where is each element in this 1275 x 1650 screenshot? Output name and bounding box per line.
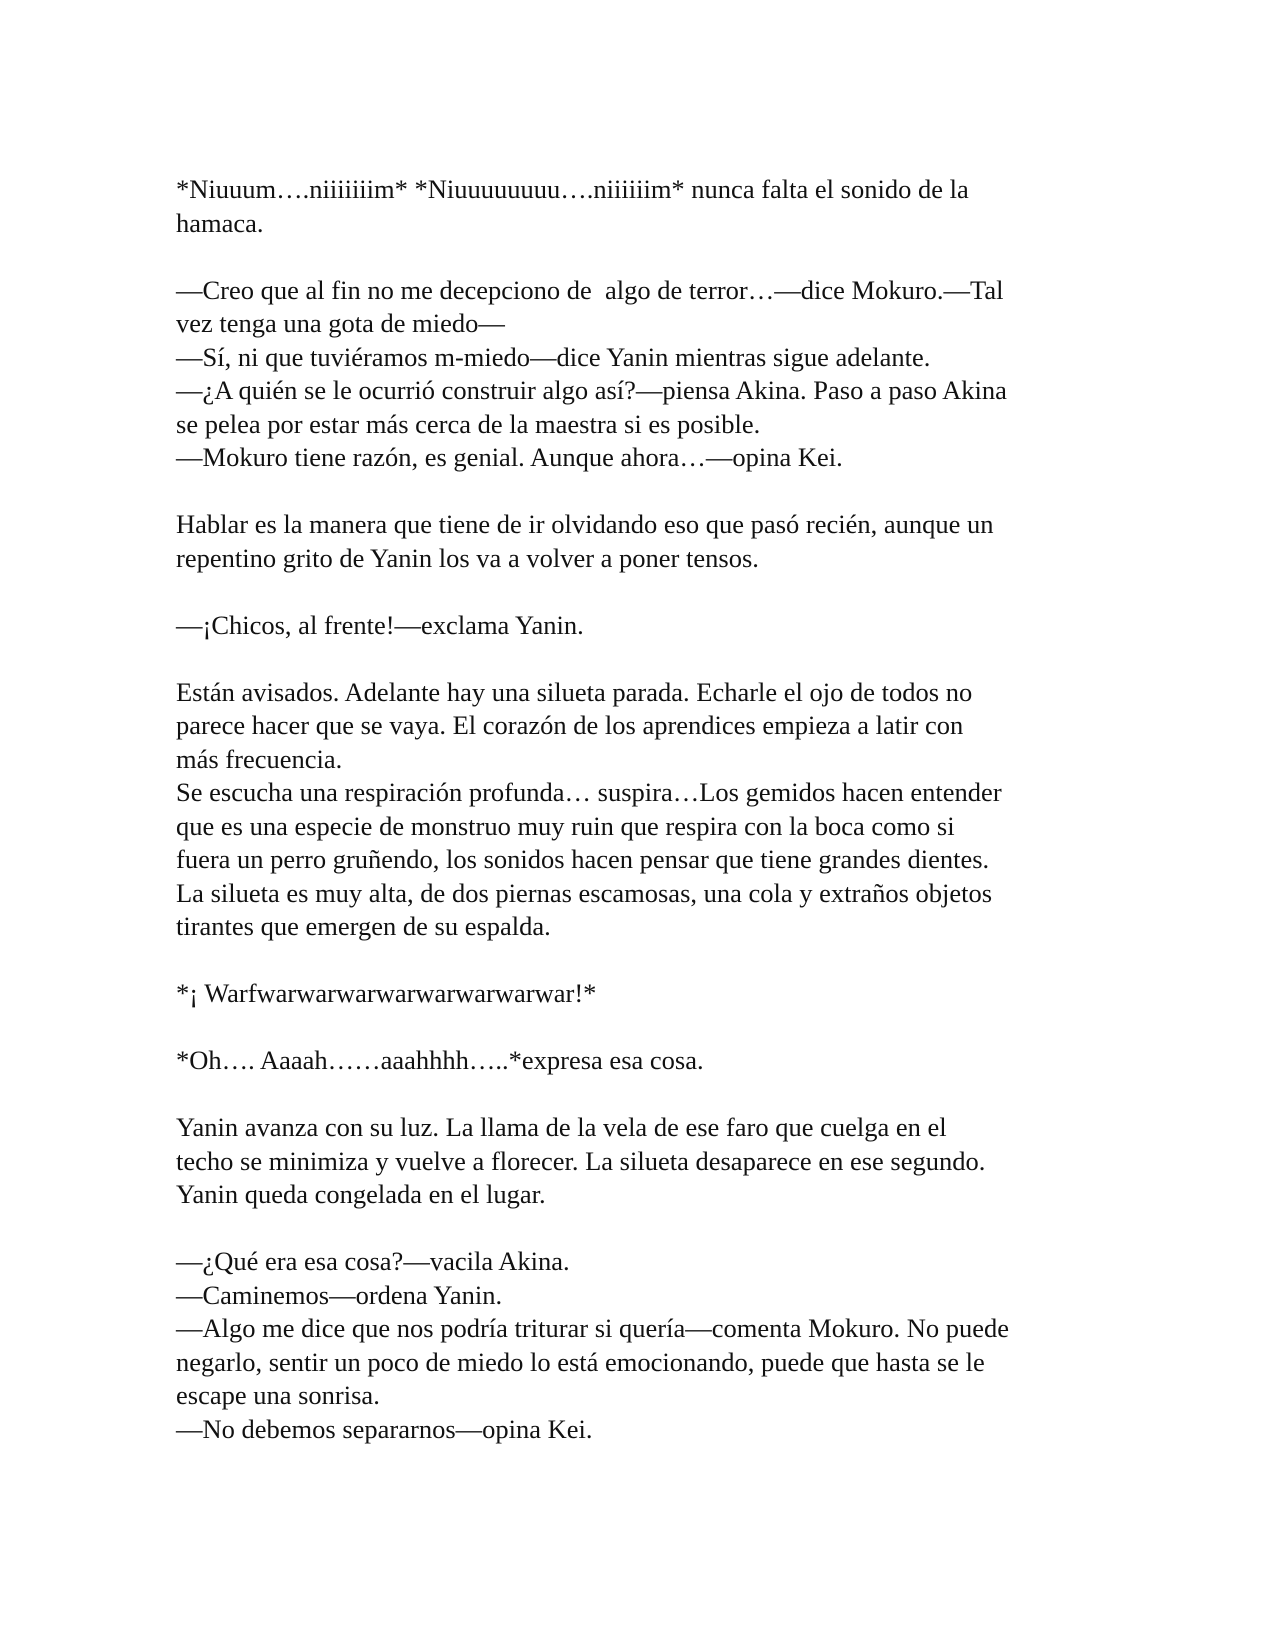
- text-line: —Caminemos—ordena Yanin.: [176, 1279, 503, 1310]
- text-line: negarlo, sentir un poco de miedo lo está emocionando, puede que hasta se le: [176, 1346, 985, 1377]
- paragraph-gap: [176, 1212, 1106, 1246]
- paragraph-gap: [176, 575, 1106, 609]
- text-line: Yanin avanza con su luz. La llama de la vela de ese faro que cuelga en el: [176, 1112, 947, 1142]
- text-line: se pelea por estar más cerca de la maestra si es posible.: [176, 408, 761, 439]
- text-line: —Sí, ni que tuviéramos m-miedo—dice Yanin mientras sigue adelante.: [176, 341, 931, 372]
- text-line: Yanin queda congelada en el lugar.: [176, 1179, 546, 1209]
- text-line: Están avisados. Adelante hay una silueta parada. Echarle el ojo de todos no: [176, 676, 973, 707]
- text-line: Hablar es la manera que tiene de ir olvidando eso que pasó recién, aunque un: [176, 509, 994, 539]
- text-line: —Creo que al fin no me decepciono de algo de terror…—dice Mokuro.—Tal: [176, 274, 1004, 305]
- text-line: —¿A quién se le ocurrió construir algo así?—piensa Akina. Paso a paso Akina: [176, 375, 1007, 405]
- text-line: *Oh…. Aaaah……aaahhhh…..*expresa esa cosa.: [176, 1045, 704, 1075]
- text-line: tirantes que emergen de su espalda.: [176, 911, 551, 941]
- paragraph-gap: [176, 1078, 1106, 1112]
- text-line: fuera un perro gruñendo, los sonidos hacen pensar que tiene grandes dientes.: [176, 844, 990, 874]
- text-line: hamaca.: [176, 207, 264, 238]
- text-line: más frecuencia.: [176, 743, 343, 774]
- paragraph-gap: [176, 475, 1106, 509]
- text-line: —Mokuro tiene razón, es genial. Aunque ahora…—opina Kei.: [176, 442, 843, 472]
- text-line: repentino grito de Yanin los va a volver a poner tensos.: [176, 542, 759, 573]
- text-line: *Niuuum….niiiiiiim* *Niuuuuuuuu….niiiiiim* nunca falta el sonido de la: [176, 174, 969, 204]
- text-line: que es una especie de monstruo muy ruin que respira con la boca como si: [176, 810, 955, 841]
- text-line: —¡Chicos, al frente!—exclama Yanin.: [176, 609, 584, 640]
- paragraph-gap: [176, 944, 1106, 978]
- paragraph-gap: [176, 240, 1106, 274]
- text-line: vez tenga una gota de miedo—: [176, 308, 505, 338]
- text-line: parece hacer que se vaya. El corazón de los aprendices empieza a latir con: [176, 710, 964, 740]
- text-line: —Algo me dice que nos podría triturar si quería—comenta Mokuro. No puede: [176, 1313, 1010, 1343]
- text-line: escape una sonrisa.: [176, 1380, 380, 1410]
- text-line: *¡ Warfwarwarwarwarwarwarwarwar!*: [176, 978, 597, 1008]
- text-line: Se escucha una respiración profunda… suspira…Los gemidos hacen entender: [176, 777, 1002, 807]
- paragraph-gap: [176, 1011, 1106, 1045]
- paragraph-gap: [176, 642, 1106, 676]
- document-page: [176, 173, 1106, 1446]
- text-line: —No debemos separarnos—opina Kei.: [176, 1413, 593, 1444]
- text-line: La silueta es muy alta, de dos piernas escamosas, una cola y extraños objetos: [176, 877, 993, 908]
- text-line: techo se minimiza y vuelve a florecer. La silueta desaparece en ese segundo.: [176, 1145, 986, 1176]
- text-line: —¿Qué era esa cosa?—vacila Akina.: [176, 1246, 570, 1276]
